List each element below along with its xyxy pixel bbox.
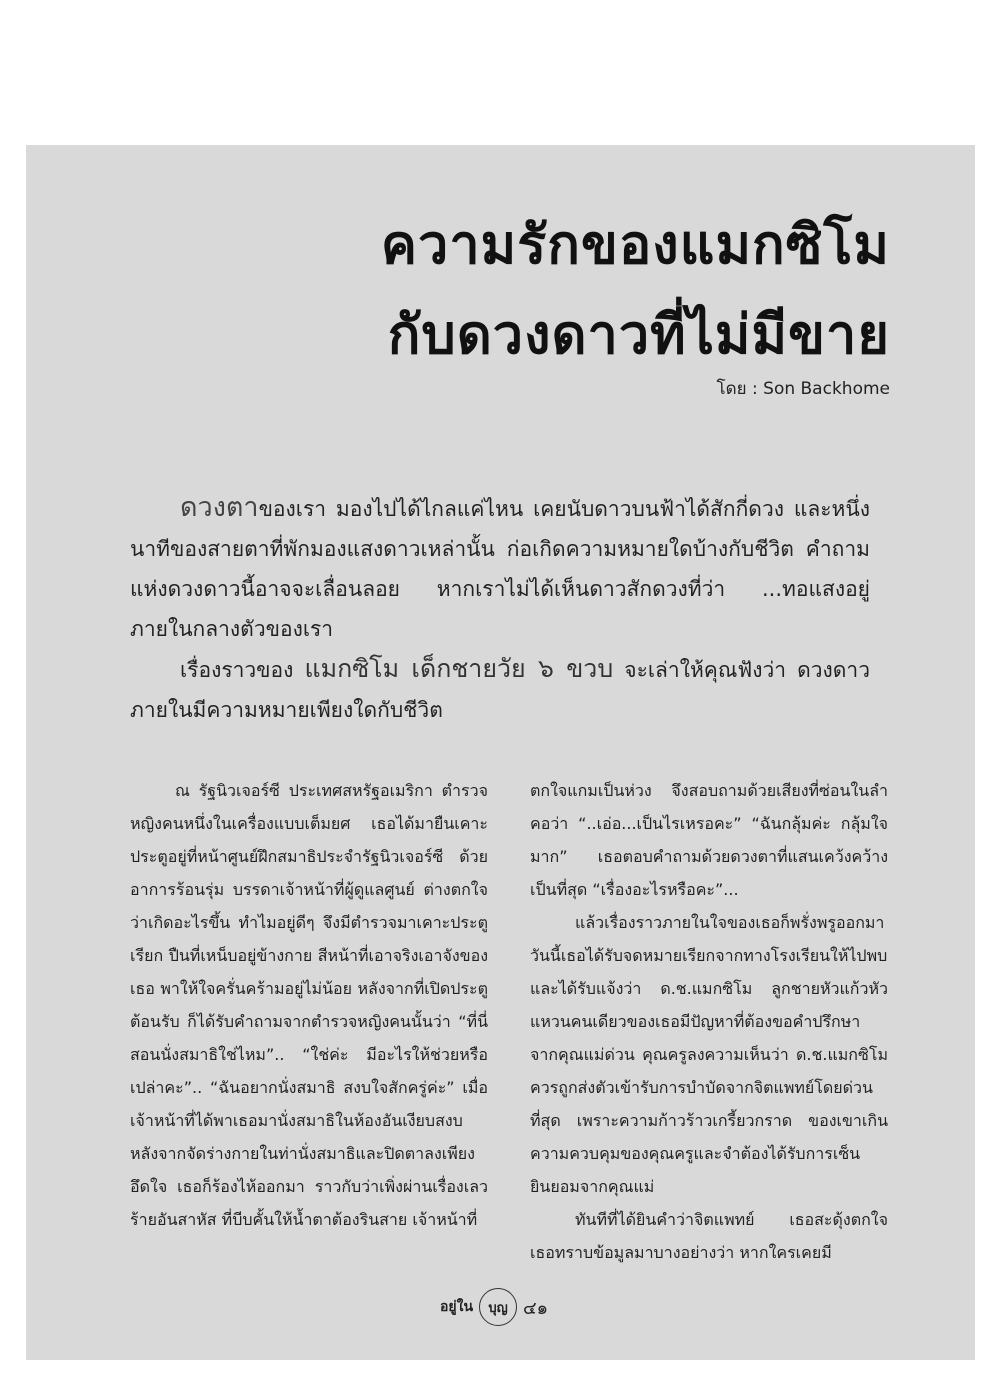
- intro-paragraph-1: [130, 488, 870, 649]
- byline: โดย : Son Backhome: [716, 379, 890, 399]
- title-line-1: ความรักของแมกซิโม: [380, 213, 890, 276]
- intro-highlight: แมกซิโม เด็กชายวัย ๖ ขวบ: [304, 654, 614, 683]
- body-paragraph: ทันทีที่ได้ยินคำว่าจิตแพทย์ เธอสะดุ้งตกใจ เธอทราบข้อมูลมาบางอย่างว่า หากใครเคยมี: [530, 1210, 888, 1262]
- title-line-2: กับดวงดาวที่ไม่มีขาย: [387, 303, 890, 366]
- article-title: [381, 200, 890, 380]
- intro-section: [130, 488, 870, 730]
- logo-text: อยู่ใน: [440, 1299, 474, 1315]
- body-paragraph: ตกใจแกมเป็นห่วง จึงสอบถามด้วยเสียงที่ซ่อนในลำคอว่า “..เอ่อ...เป็นไรเหรอคะ” “ฉันกลุ้มค่ะ กลุ้มใจมาก” เธอตอบคำถามด้วยดวงตาที่แสนเคว้งคว้างเป็นที่สุด “เรื่องอะไรหรือคะ”...: [530, 781, 888, 899]
- lead-word: ดวงตา: [180, 492, 259, 523]
- intro-paragraph-2: [130, 649, 870, 730]
- logo-circle-text: บุญ: [488, 1300, 508, 1316]
- body-column-right: [530, 774, 888, 1269]
- body-column-left: [130, 774, 488, 1236]
- intro-p1-text: ของเรา มองไปได้ไกลแค่ไหน เคยนับดาวบนฟ้าได้สักกี่ดวง และหนึ่งนาทีของสายตาที่พักมองแสงดาวเหล่านั้น ก่อเกิดความหมายใดบ้างกับชีวิต คำถามแห่งดวงดาวนี้อาจจะเลื่อนลอย หากเราไม่ได้เห็นดาวสักดวงที่ว่า ...ทอแสงอยู่ภายในกลางตัวของเรา: [130, 497, 870, 641]
- page-number: ๔๑: [523, 1297, 549, 1319]
- intro-p2-text: จะเล่าให้คุณฟังว่า ดวงดาวภายในมีความหมายเพียงใดกับชีวิต: [130, 658, 871, 722]
- body-paragraph: แล้วเรื่องราวภายในใจของเธอก็พรั่งพรูออกมา วันนี้เธอได้รับจดหมายเรียกจากทางโรงเรียนให้ไปพบและได้รับแจ้งว่า ด.ช.แมกซิโม ลูกชายหัวแก้วหัวแหวนคนเดียวของเธอมีปัญหาที่ต้องขอคำปรึกษาจากคุณแม่ด่วน คุณครูลงความเห็นว่า ด.ช.แมกซิโม ควรถูกส่งตัวเข้ารับการบำบัดจากจิตแพทย์โดยด่วนที่สุด เพราะความก้าวร้าวเกรี้ยวกราด ของเขาเกินความควบคุมของคุณครูและจำต้องได้รับการเซ็นยินยอมจากคุณแม่: [530, 913, 888, 1196]
- body-paragraph: ณ รัฐนิวเจอร์ซี ประเทศสหรัฐอเมริกา ตำรวจหญิงคนหนึ่งในเครื่องแบบเต็มยศ เธอได้มายืนเคาะประตูอยู่ที่หน้าศูนย์ฝึกสมาธิประจำรัฐนิวเจอร์ซี ด้วยอาการร้อนรุ่ม บรรดาเจ้าหน้าที่ผู้ดูแลศูนย์ ต่างตกใจว่าเกิดอะไรขึ้น ทำไมอยู่ดีๆ จึงมีตำรวจมาเคาะประตูเรียก ปืนที่เหน็บอยู่ข้างกาย สีหน้าที่เอาจริงเอาจังของเธอ พาให้ใจครั่นคร้ามอยู่ไม่น้อย หลังจากที่เปิดประตูต้อนรับ ก็ได้รับคำถามจากตำรวจหญิงคนนั้นว่า “ที่นี่สอนนั่งสมาธิใช่ไหม”.. “ใช่ค่ะ มีอะไรให้ช่วยหรือเปล่าคะ”.. “ฉันอยากนั่งสมาธิ สงบใจสักครู่ค่ะ” เมื่อเจ้าหน้าที่ได้พาเธอมานั่งสมาธิในห้องอันเงียบสงบ หลังจากจัดร่างกายในท่านั่งสมาธิและปิดตาลงเพียงอึดใจ เธอก็ร้องไห้ออกมา ราวกับว่าเพิ่งผ่านเรื่องเลวร้ายอันสาหัส ที่บีบคั้นให้น้ำตาต้องรินสาย เจ้าหน้าที่: [130, 781, 488, 1229]
- intro-p2-start: เรื่องราวของ: [180, 658, 305, 682]
- logo-circle-icon: [479, 1288, 517, 1326]
- page-footer: [440, 1287, 548, 1327]
